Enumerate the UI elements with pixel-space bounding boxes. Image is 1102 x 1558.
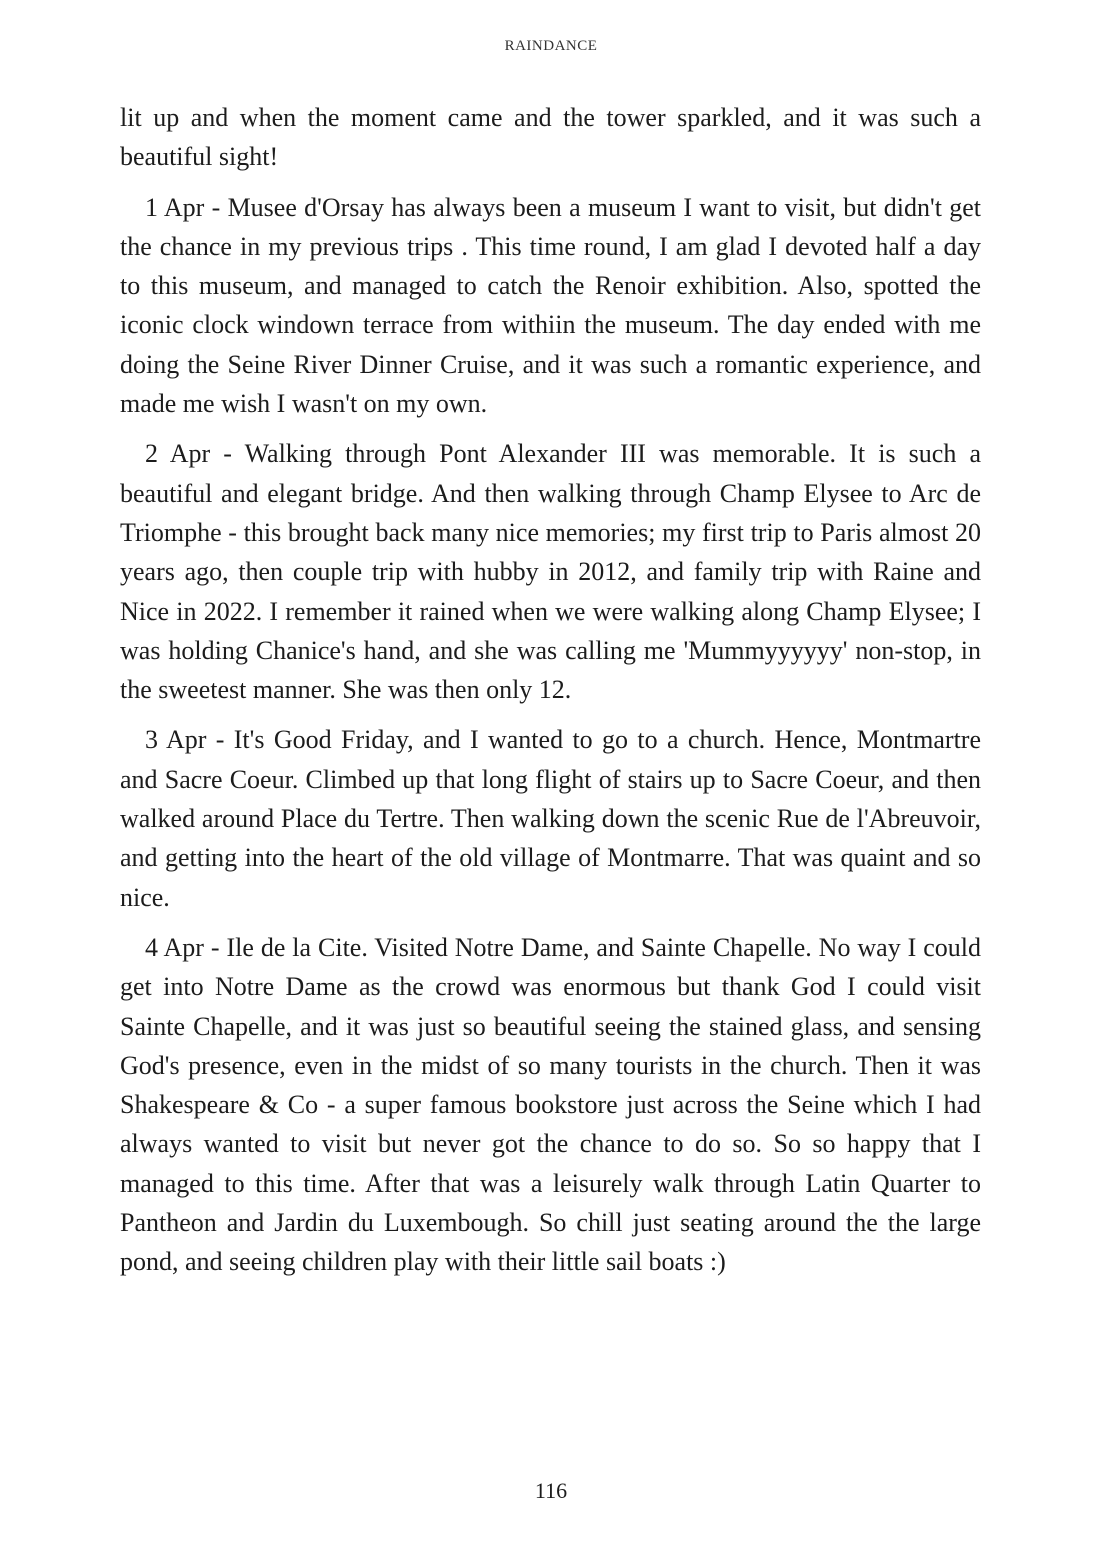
paragraph-continuation: lit up and when the moment came and the tower sparkled, and it was such a beautiful sight! (120, 103, 981, 172)
paragraph-2-apr: 2 Apr - Walking through Pont Alexander III was memorable. It is such a beautiful and elegant bridge. And then walking through Champ Elysee to Arc de Triomphe - this brought back many nice memories; my first trip to Paris almost 20 years ago, then couple trip with hubby in 2012, and family trip with Raine and Nice in 2022. I remember it rained when we were walking along Champ Elysee; I was holding Chanice's hand, and she was calling me 'Mummyyyyyy' non-stop, in the sweetest manner. She was then only 12. (120, 439, 981, 705)
paragraph-4-apr: 4 Apr - Ile de la Cite. Visited Notre Dame, and Sainte Chapelle. No way I could get into Notre Dame as the crowd was enormous but thank God I could visit Sainte Chapelle, and it was just so beautiful seeing the stained glass, and sensing God's presence, even in the midst of so many tourists in the church. Then it was Shakespeare & Co - a super famous bookstore just across the Seine which I had always wanted to visit but never got the chance to do so. So so happy that I managed to this time. After that was a leisurely walk through Latin Quarter to Pantheon and Jardin du Luxembough. So chill just seating around the the large pond, and seeing children play with their little sail boats :) (120, 932, 981, 1277)
running-header: RAINDANCE (504, 38, 598, 54)
page-number: 116 (534, 1478, 568, 1503)
page-body (120, 98, 981, 1293)
paragraph-1-apr: 1 Apr - Musee d'Orsay has always been a museum I want to visit, but didn't get the chance in my previous trips . This time round, I am glad I devoted half a day to this museum, and managed to catch the Renoir exhibition. Also, spotted the iconic clock windown terrace from withiin the museum. The day ended with me doing the Seine River Dinner Cruise, and it was such a romantic experience, and made me wish I wasn't on my own. (120, 192, 981, 419)
paragraph-3-apr: 3 Apr - It's Good Friday, and I wanted to go to a church. Hence, Montmartre and Sacre Coeur. Climbed up that long flight of stairs up to Sacre Coeur, and then walked around Place du Tertre. Then walking down the scenic Rue de l'Abreuvoir, and getting into the heart of the old village of Montmarre. That was quaint and so nice. (120, 725, 981, 912)
